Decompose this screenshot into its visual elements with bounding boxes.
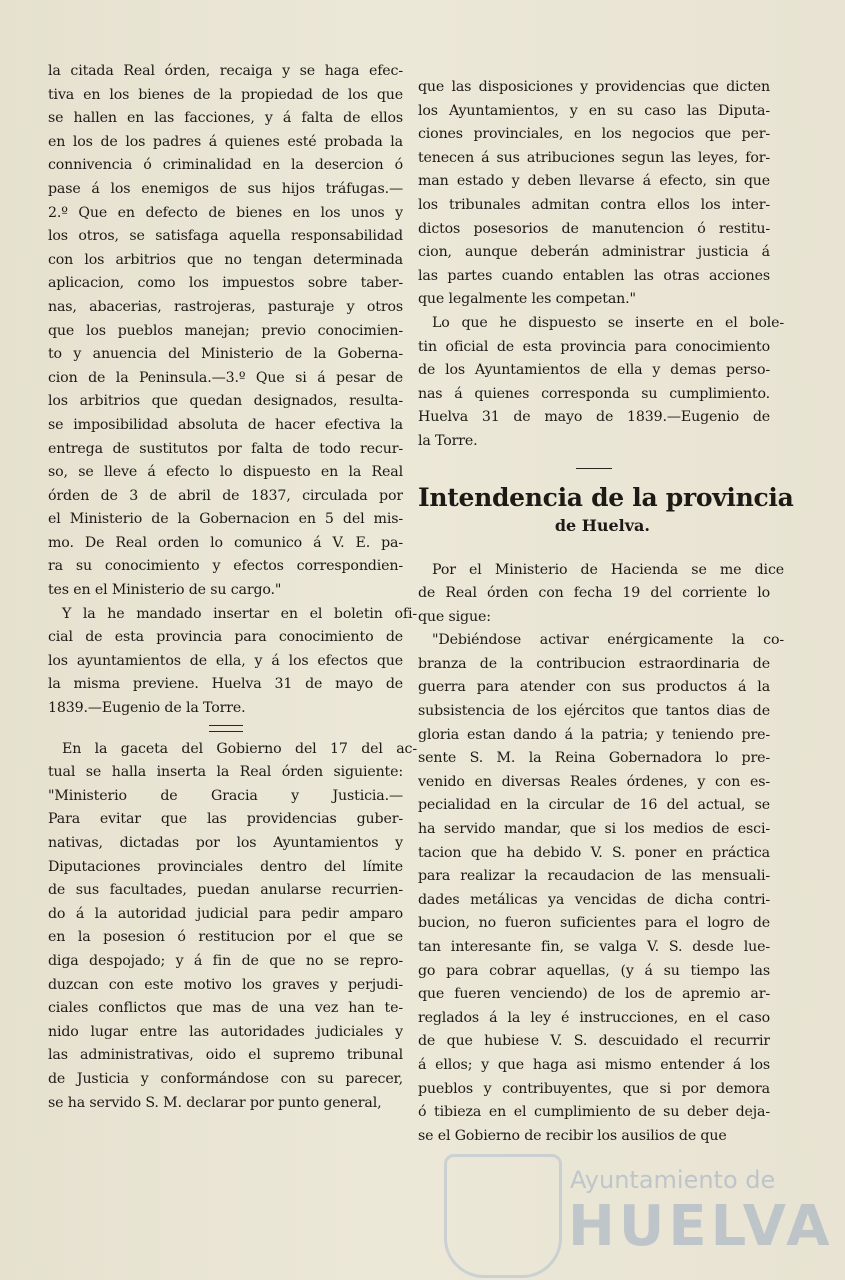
text-line: bucion, no fueron suficientes para el logro de [418, 915, 770, 932]
text-line: entrega de sustitutos por falta de todo recur- [48, 440, 403, 457]
text-line: sente S. M. la Reina Gobernadora lo pre- [418, 750, 770, 767]
text-line: ó tibieza en el cumplimiento de su deber deja- [418, 1104, 770, 1121]
text-line: Huelva 31 de mayo de 1839.—Eugenio de [418, 409, 770, 426]
text-line: los arbitrios que quedan designados, resulta- [48, 393, 403, 410]
text-line: de Real órden con fecha 19 del corriente lo [418, 585, 770, 602]
text-line: tiva en los bienes de la propiedad de los que [48, 86, 403, 103]
text-line: dades metálicas ya vencidas de dicha contri- [418, 891, 770, 908]
text-line: que legalmente les competan." [418, 291, 636, 308]
text-line: ciones provinciales, en los negocios que per- [418, 126, 770, 143]
text-line: se ha servido S. M. declarar por punto general, [48, 1094, 382, 1111]
right-column [418, 76, 794, 1148]
paragraph-insertion-note [48, 603, 417, 721]
text-line: tenecen á sus atribuciones segun las leyes, for- [418, 149, 770, 166]
text-line: en los de los padres á quienes esté probada la [48, 133, 403, 150]
paragraph-hacienda-order [418, 629, 784, 1148]
paragraph-order-continuation [418, 76, 770, 312]
text-line: Para evitar que las providencias guber- [48, 811, 403, 828]
text-line: que las disposiciones y providencias que dicten [418, 79, 770, 95]
text-line: pueblos y contribuyentes, que si por demora [418, 1080, 770, 1097]
text-line: las administrativas, oido el supremo tribunal [48, 1047, 403, 1064]
section-heading: Intendencia de la provincia [418, 482, 794, 512]
text-line: con los arbitrios que no tengan determinada [48, 251, 403, 268]
separator-rule [576, 468, 612, 469]
text-line: venido en diversas Reales órdenes, y con es- [418, 773, 770, 790]
text-line: mo. De Real orden lo comunico á V. E. pa- [48, 534, 403, 551]
coat-of-arms-icon [444, 1154, 562, 1278]
text-line: reglados á la ley é instrucciones, en el caso [418, 1009, 770, 1026]
text-line: connivencia ó criminalidad en la desercion ó [48, 157, 403, 174]
text-line: gloria estan dando á la patria; y teniendo pre- [418, 726, 770, 743]
section-subheading: de Huelva. [554, 515, 650, 535]
text-line: cial de esta provincia para conocimiento de [48, 629, 403, 646]
text-line: do á la autoridad judicial para pedir amparo [48, 905, 403, 922]
text-line: de los Ayuntamientos de ella y demas perso- [418, 362, 770, 379]
text-line: tes en el Ministerio de su cargo." [48, 582, 282, 599]
text-line: cion, aunque deberán administrar justicia á [418, 244, 770, 261]
watermark-line1: Ayuntamiento de [570, 1166, 776, 1194]
text-line: diga despojado; y á fin de que no se repro- [48, 952, 403, 969]
text-line: los ayuntamientos de ella, y á los efectos que [48, 652, 403, 669]
text-line: á ellos; y que haga asi mismo entender á los [418, 1056, 770, 1073]
text-line: ciales conflictos que mas de una vez han te- [48, 1000, 403, 1017]
text-line: nas á quienes corresponda su cumplimiento. [418, 385, 770, 402]
text-line: to y anuencia del Ministerio de la Goberna- [48, 346, 403, 363]
text-line: de Justicia y conformándose con su parecer, [48, 1070, 403, 1087]
text-line: tin oficial de esta provincia para conocimiento [418, 338, 770, 355]
text-line: guerra para atender con sus productos á la [418, 679, 770, 696]
text-line: los Ayuntamientos, y en su caso las Diputa- [418, 102, 770, 119]
text-line: Lo que he dispuesto se inserte en el bole- [432, 314, 784, 331]
text-line: el Ministerio de la Gobernacion en 5 del mis- [48, 511, 403, 528]
text-line: 1839.—Eugenio de la Torre. [48, 700, 246, 717]
text-line: en la posesion ó restitucion por el que se [48, 929, 403, 946]
text-line: tan interesante fin, se valga V. S. desde lue- [418, 939, 770, 955]
text-line: man estado y deben llevarse á efecto, sin que [418, 173, 770, 190]
text-line: "Debiéndose activar enérgicamente la co- [432, 632, 784, 649]
text-line: pecialidad en la circular de 16 del actual, se [418, 797, 770, 814]
text-line: nido lugar entre las autoridades judiciales y [48, 1023, 403, 1040]
paragraph-royal-order-end [48, 60, 403, 603]
left-column [48, 60, 417, 1115]
text-line: nativas, dictadas por los Ayuntamientos y [48, 835, 403, 851]
text-line: 2.º Que en defecto de bienes en los unos y [48, 204, 403, 221]
text-line: aplicacion, como los impuestos sobre taber- [48, 275, 403, 292]
text-line: se imposibilidad absoluta de hacer efectiva la [48, 416, 403, 433]
archive-watermark [440, 1150, 834, 1275]
text-line: Por el Ministerio de Hacienda se me dice [432, 561, 784, 578]
text-line: la Torre. [418, 432, 478, 449]
text-line: tual se halla inserta la Real órden siguiente: [48, 764, 403, 781]
text-line: la citada Real órden, recaiga y se haga efec- [48, 63, 403, 79]
text-line: órden de 3 de abril de 1837, circulada por [48, 487, 403, 504]
text-line: duzcan con este motivo los graves y perjudi- [48, 976, 403, 993]
text-line: Y la he mandado insertar en el boletin ofi- [62, 605, 417, 622]
text-line: para realizar la recaudacion de las mensuali- [418, 868, 770, 885]
text-line: los tribunales admitan contra ellos los inter- [418, 196, 770, 213]
text-line: se el Gobierno de recibir los ausilios de que [418, 1127, 727, 1144]
separator-double-rule [209, 725, 243, 732]
text-line: de que hubiese V. S. descuidado el recurrir [418, 1033, 770, 1050]
text-line: pase á los enemigos de sus hijos tráfugas.— [48, 180, 403, 197]
text-line: que fueren venciendo) de los de apremio ar- [418, 986, 770, 1003]
text-line: cion de la Peninsula.—3.º Que si á pesar de [48, 369, 403, 386]
text-line: dictos posesorios de manutencion ó restitu- [418, 220, 770, 237]
paragraph-gaceta-order [48, 738, 417, 1116]
text-line: que los pueblos manejan; previo conocimien- [48, 322, 403, 339]
text-line: la misma previene. Huelva 31 de mayo de [48, 676, 403, 693]
text-line: los otros, se satisfaga aquella responsabilidad [48, 228, 403, 245]
watermark-line2: HUELVA [568, 1194, 834, 1259]
text-line: branza de la contribucion estraordinaria de [418, 655, 770, 672]
text-line: de sus facultades, puedan anularse recurrien- [48, 882, 403, 899]
text-line: nas, abacerias, rastrojeras, pasturaje y otros [48, 298, 403, 315]
text-line: Diputaciones provinciales dentro del límite [48, 858, 403, 875]
text-line: En la gaceta del Gobierno del 17 del ac- [62, 740, 417, 757]
text-line: las partes cuando entablen las otras acciones [418, 267, 770, 284]
text-line: se hallen en las facciones, y á falta de ellos [48, 110, 403, 127]
text-line: ra su conocimiento y efectos correspondien- [48, 558, 403, 575]
paragraph-bulletin-note [418, 312, 784, 454]
text-line: "Ministerio de Gracia y Justicia.— [48, 787, 403, 804]
text-line: so, se lleve á efecto lo dispuesto en la Real [48, 464, 403, 481]
text-line: ha servido mandar, que si los medios de esci- [418, 821, 770, 838]
text-line: go para cobrar aquellas, (y á su tiempo las [418, 962, 770, 979]
text-line: que sigue: [418, 608, 491, 625]
paragraph-hacienda-intro [418, 559, 784, 630]
text-line: tacion que ha debido V. S. poner en práctica [418, 844, 770, 861]
text-line: subsistencia de los ejércitos que tantos dias de [418, 703, 770, 720]
